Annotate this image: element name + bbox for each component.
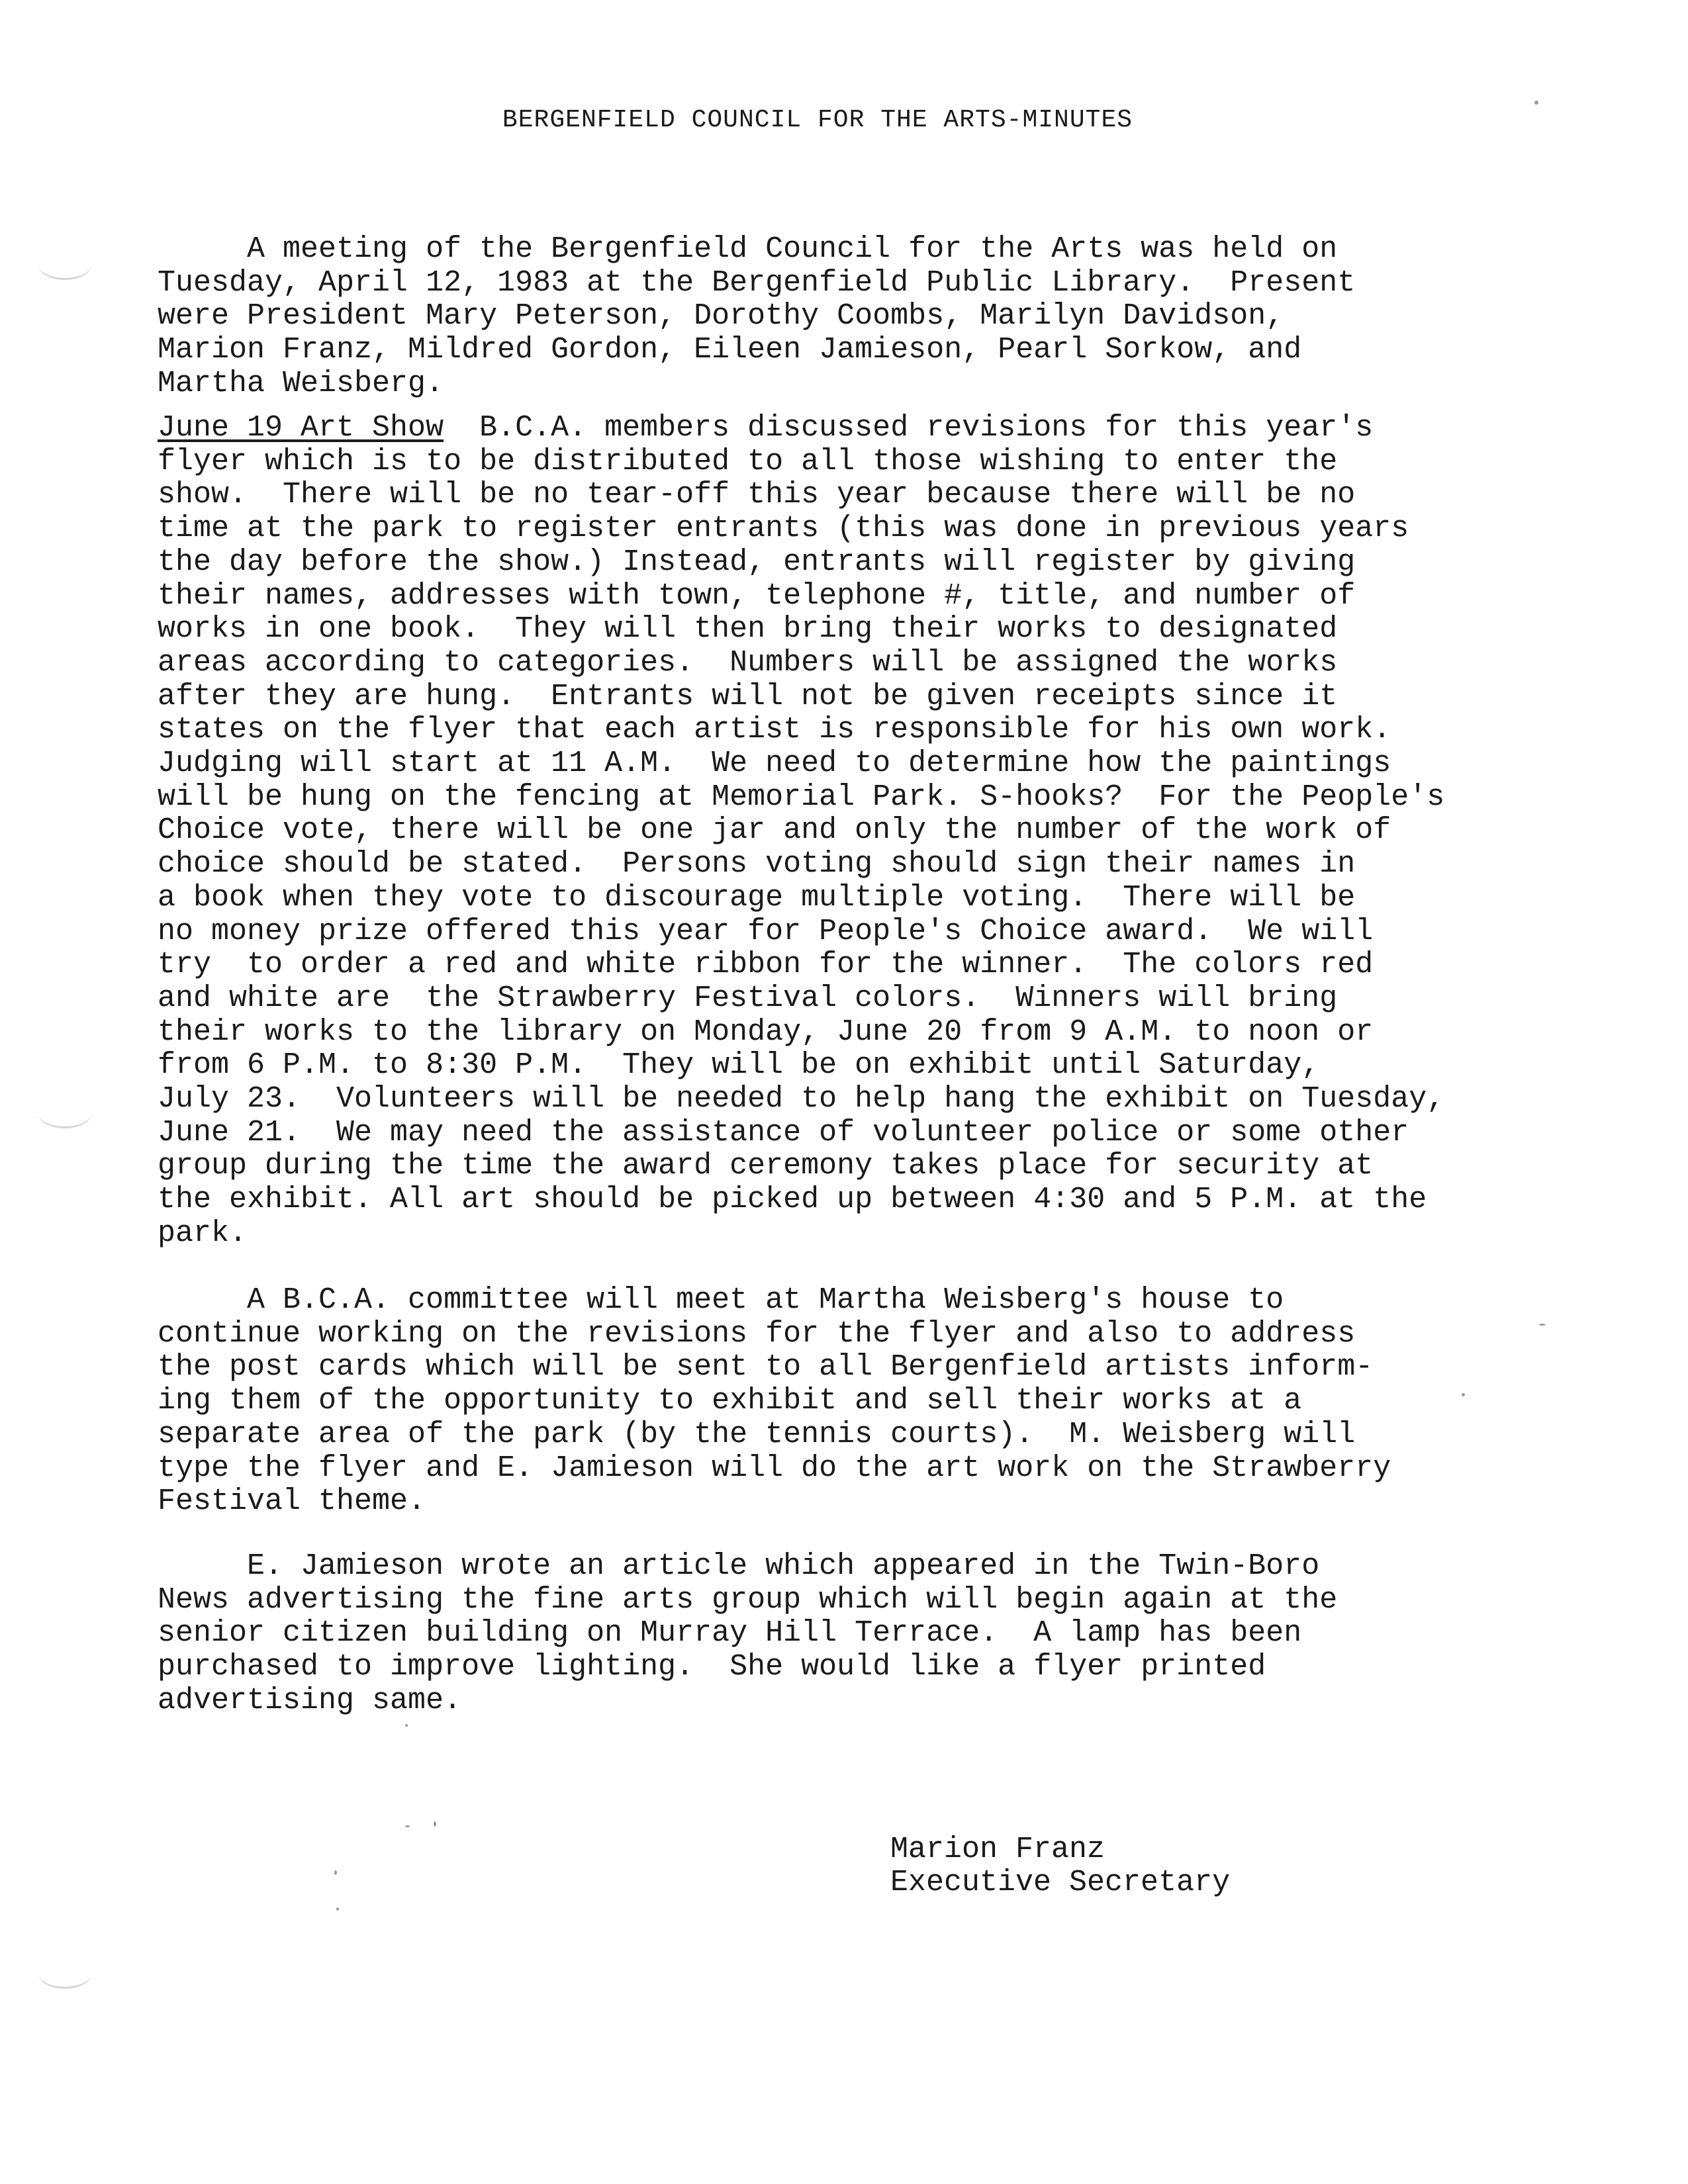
- paper-speck: [405, 1825, 410, 1827]
- section-heading: June 19 Art Show: [158, 411, 444, 445]
- paper-speck: [336, 1907, 339, 1911]
- signature-title: Executive Secretary: [890, 1866, 1231, 1899]
- punch-hole-shadow: [38, 1099, 91, 1128]
- article-paragraph: E. Jamieson wrote an article which appeared in the Twin-Boro News advertising the fine arts group which will begin again at the senior citizen building on Murray Hill Terrace. A lamp has been purchased to improve lighting. She would like a flyer printed advertising same.: [158, 1549, 1338, 1717]
- punch-hole-shadow: [38, 250, 91, 280]
- paper-speck: [334, 1870, 337, 1875]
- document-title: BERGENFIELD COUNCIL FOR THE ARTS-MINUTES: [502, 106, 1133, 134]
- art-show-body: flyer which is to be distributed to all those wishing to enter the show. There will be no tear-off this year because there will be no time at the park to register entrants (this was done in previous years the day before the show.) Instead, entrants will register by giving their names, addresses with town, telephone #, title, and number of works in one book. They will then bring their works to designated areas according to categories. Numbers will be assigned the works after they are hung. Entrants will not be given receipts since it states on the flyer that each artist is responsible for his own work. Judging will start at 11 A.M. We need to determine how the paintings will be hung on the fencing at Memorial Park. S-hooks? For the People's Choice vote, there will be one jar and only the number of the work of choice should be stated. Persons voting should sign their names in a book when they vote to discourage multiple voting. There will be no money prize offered this year for People's Choice award. We will try to order a red and white ribbon for the winner. The colors red and white are the Strawberry Festival colors. Winners will bring their works to the library on Monday, June 20 from 9 A.M. to noon or from 6 P.M. to 8:30 P.M. They will be on exhibit until Saturday, July 23. Volunteers will be needed to help hang the exhibit on Tuesday, June 21. We may need the assistance of volunteer police or some other group during the time the award ceremony takes place for security at the exhibit. All art should be picked up between 4:30 and 5 P.M. at the park.: [158, 444, 1445, 1250]
- punch-hole-shadow: [38, 1959, 91, 1989]
- paper-speck: [1534, 101, 1538, 105]
- paper-speck: [1539, 1324, 1546, 1326]
- art-show-paragraph: [158, 412, 1444, 1251]
- paper-speck: [405, 1724, 408, 1727]
- signature-name: Marion Franz: [890, 1833, 1105, 1866]
- paper-speck: [1462, 1393, 1465, 1396]
- attendance-paragraph: A meeting of the Bergenfield Council for the Arts was held on Tuesday, April 12, 1983 at the Bergenfield Public Library. Present were President Mary Peterson, Dorothy Coombs, Marilyn Davidson, Marion Franz, Mildred Gordon, Eileen Jamieson, Pearl Sorkow, and Martha Weisberg.: [158, 232, 1356, 400]
- art-show-first-line: B.C.A. members discussed revisions for this year's: [444, 411, 1374, 445]
- signature-block: [890, 1833, 1230, 1899]
- paper-speck: [434, 1821, 436, 1827]
- committee-paragraph: A B.C.A. committee will meet at Martha Weisberg's house to continue working on the revisions for the flyer and also to address the post cards which will be sent to all Bergenfield artists inform- ing them of the opportunity to exhibit and sell their works at a separate area of the park (by the tennis courts). M. Weisberg will type the flyer and E. Jamieson will do the art work on the Strawberry Festival theme.: [158, 1283, 1391, 1519]
